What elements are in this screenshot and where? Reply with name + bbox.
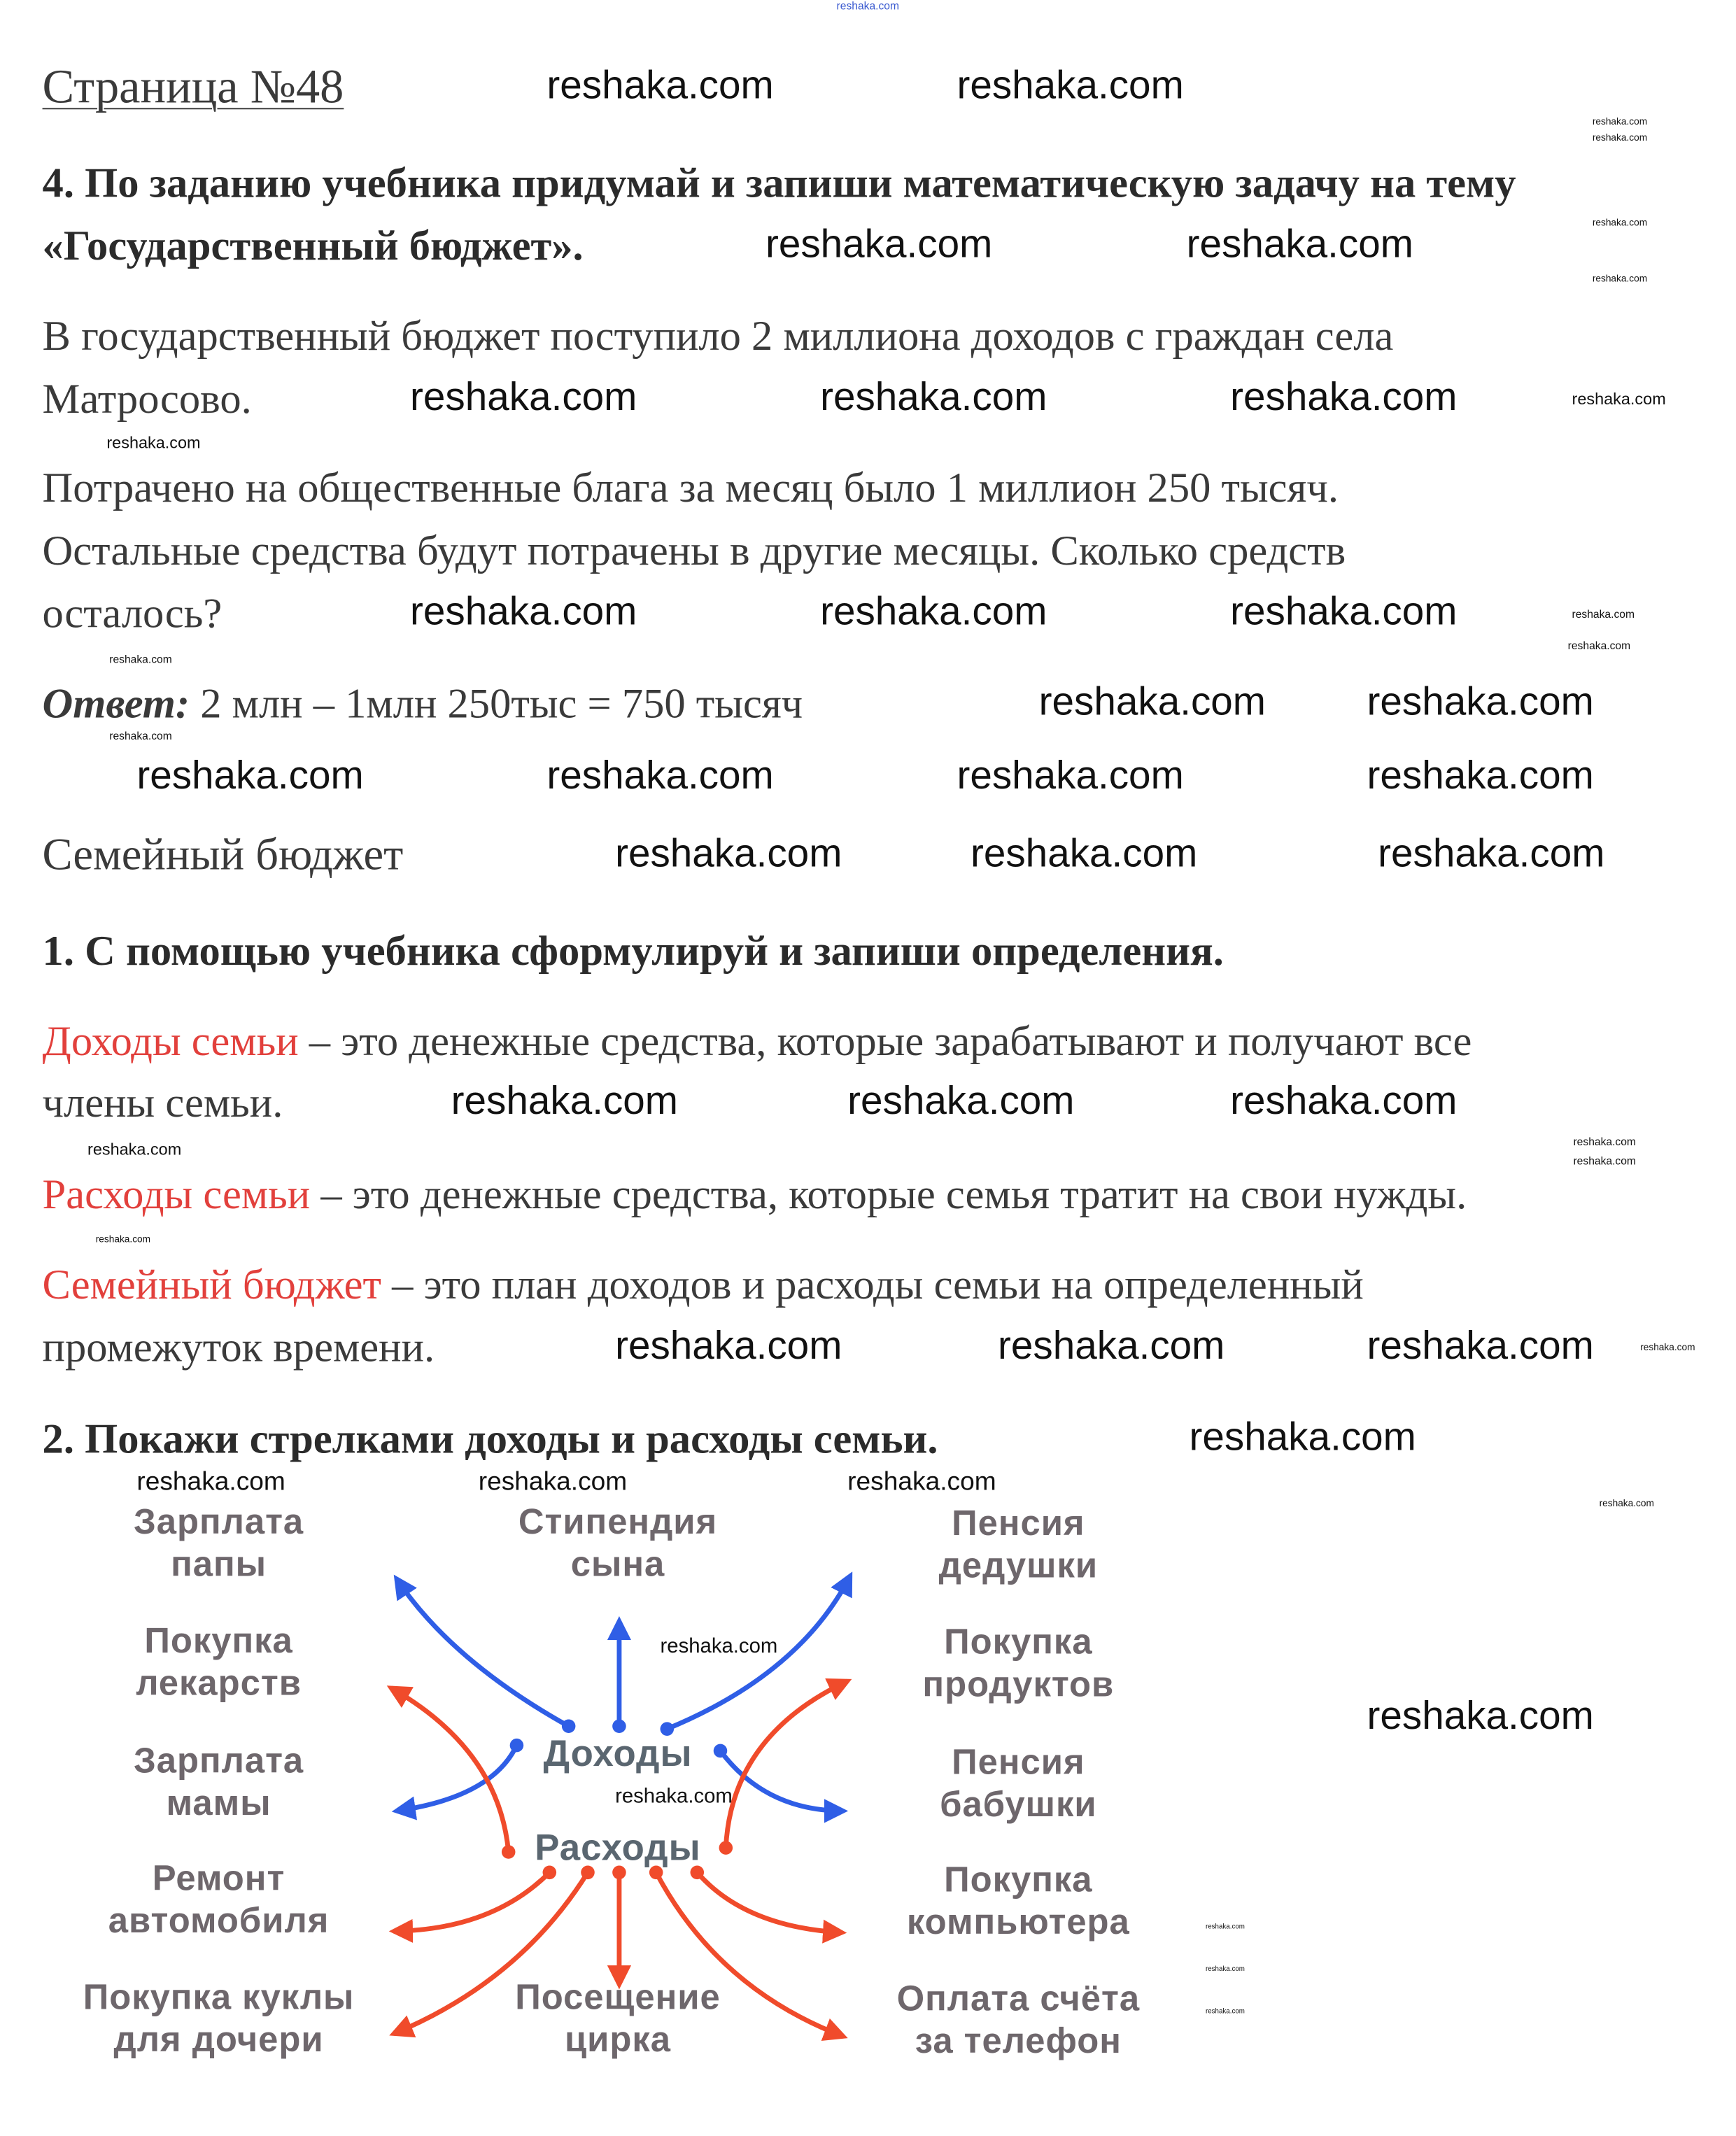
- section-title: Семейный бюджет: [42, 830, 404, 881]
- diagram-label: [922, 1621, 1114, 1706]
- watermark: reshaka.com: [957, 64, 1184, 108]
- watermark: reshaka.com: [1230, 590, 1458, 635]
- watermark: reshaka.com: [478, 1467, 628, 1497]
- diagram-label-line: дедушки: [938, 1544, 1099, 1586]
- diagram-label-line: продуктов: [922, 1663, 1115, 1705]
- term-budget: Семейный бюджет: [42, 1260, 382, 1308]
- watermark: reshaka.com: [1367, 1695, 1594, 1739]
- diagram-label-line: папы: [171, 1543, 267, 1585]
- diagram-label-line: Оплата счёта: [896, 1977, 1141, 2019]
- watermark: reshaka.com: [1599, 1499, 1654, 1509]
- income-center-label: Доходы: [543, 1733, 693, 1774]
- diagram-label-line: Пенсия: [952, 1741, 1085, 1783]
- watermark: reshaka.com: [1367, 1324, 1594, 1368]
- watermark: reshaka.com: [957, 754, 1184, 798]
- watermark: reshaka.com: [109, 652, 172, 665]
- task4-text: В государственный бюджет поступило 2 миллиона доходов с граждан села: [42, 311, 1394, 360]
- watermark: reshaka.com: [765, 222, 993, 267]
- diagram-label: [134, 1501, 304, 1585]
- arrow-expense: [726, 1681, 847, 1848]
- definition-text: – это денежные средства, которые семья тратит на свои нужды.: [310, 1170, 1467, 1218]
- diagram-label-line: Стипендия: [518, 1500, 718, 1542]
- diagram-label: [907, 1859, 1130, 1944]
- watermark: reshaka.com: [136, 1467, 285, 1497]
- answer-text: 2 млн – 1млн 250тыс = 750 тысяч: [190, 679, 803, 728]
- watermark: reshaka.com: [1573, 1154, 1636, 1167]
- watermark: reshaka.com: [615, 1324, 842, 1368]
- task4-text: Остальные средства будут потрачены в другие месяцы. Сколько средств: [42, 526, 1346, 574]
- diagram-label-line: автомобиля: [108, 1900, 330, 1941]
- task2-heading: 2. Покажи стрелками доходы и расходы семьи.: [42, 1414, 938, 1463]
- diagram-label-line: лекарств: [136, 1662, 302, 1704]
- expense-center-label: Расходы: [535, 1827, 701, 1869]
- task4-heading-line1: 4. По заданию учебника придумай и запиши математическую задачу на тему: [42, 158, 1516, 206]
- arrow-expense: [394, 1872, 550, 1931]
- watermark: reshaka.com: [410, 376, 637, 420]
- watermark: reshaka.com: [1205, 2008, 1245, 2016]
- diagram-label-line: Зарплата: [133, 1500, 304, 1542]
- watermark: reshaka.com: [546, 64, 774, 108]
- diagram-label-line: мамы: [166, 1782, 271, 1823]
- diagram-label-line: цирка: [564, 2018, 672, 2060]
- definition-text: – это план доходов и расходы семьи на определенный: [381, 1260, 1364, 1308]
- diagram-label: [939, 1502, 1098, 1587]
- diagram-label-line: Ремонт: [152, 1857, 285, 1899]
- diagram-label-line: для дочери: [113, 2018, 324, 2060]
- watermark: reshaka.com: [1592, 274, 1648, 285]
- watermark: reshaka.com: [820, 590, 1047, 635]
- watermark: reshaka.com: [1592, 134, 1648, 144]
- watermark: reshaka.com: [847, 1467, 996, 1497]
- watermark: reshaka.com: [1640, 1343, 1695, 1354]
- diagram-label-line: Пенсия: [952, 1501, 1085, 1543]
- watermark: reshaka.com: [87, 1140, 182, 1160]
- diagram-label: [134, 1740, 304, 1825]
- definition-text: – это денежные средства, которые зарабатывают и получают все: [298, 1017, 1472, 1065]
- diagram-label-line: сына: [570, 1543, 665, 1585]
- watermark: reshaka.com: [615, 832, 842, 877]
- term-income: Доходы семьи: [42, 1017, 299, 1065]
- watermark: reshaka.com: [106, 434, 201, 453]
- watermark: reshaka.com: [1230, 1080, 1458, 1124]
- watermark: reshaka.com: [998, 1324, 1225, 1368]
- diagram-label-line: Зарплата: [133, 1739, 304, 1781]
- diagram-label-line: бабушки: [940, 1783, 1097, 1825]
- arrow-income: [397, 1578, 569, 1726]
- diagram-label: [940, 1741, 1096, 1826]
- arrow-expense: [391, 1688, 509, 1852]
- diagram-label-line: Покупка: [944, 1858, 1093, 1900]
- diagram-label-line: Покупка: [144, 1619, 293, 1661]
- watermark: reshaka.com: [136, 754, 364, 798]
- diagram-label: [136, 1620, 302, 1704]
- watermark: reshaka.com: [546, 754, 774, 798]
- diagram-label: [83, 1976, 355, 2061]
- diagram-label-line: Покупка: [944, 1620, 1093, 1662]
- watermark: reshaka.com: [1038, 680, 1266, 725]
- watermark: reshaka.com: [95, 1236, 151, 1245]
- watermark: reshaka.com: [615, 1784, 733, 1808]
- watermark: reshaka.com: [1205, 1923, 1245, 1932]
- task4-text: осталось?: [42, 588, 223, 637]
- watermark: reshaka.com: [451, 1080, 678, 1124]
- watermark: reshaka.com: [1572, 607, 1635, 621]
- page-title: Страница №48: [42, 59, 344, 114]
- diagram-label-line: за телефон: [915, 2020, 1122, 2061]
- diagram-label-line: компьютера: [906, 1901, 1130, 1942]
- watermark: reshaka.com: [1230, 376, 1458, 420]
- diagram-label: [515, 1976, 720, 2061]
- task4-text: Матросово.: [42, 374, 252, 423]
- watermark: reshaka.com: [660, 1634, 778, 1658]
- diagram-label: [897, 1978, 1140, 2063]
- watermark: reshaka.com: [836, 0, 900, 12]
- diagram-label: [108, 1858, 330, 1942]
- watermark: reshaka.com: [1367, 680, 1594, 725]
- definition-text: члены семьи.: [42, 1078, 283, 1126]
- term-expense: Расходы семьи: [42, 1170, 311, 1218]
- watermark: reshaka.com: [1592, 218, 1648, 229]
- diagram-label: [518, 1501, 717, 1585]
- watermark: reshaka.com: [109, 729, 172, 742]
- definition-text: промежуток времени.: [42, 1322, 435, 1371]
- watermark: reshaka.com: [1205, 1965, 1245, 1974]
- answer-label: Ответ:: [42, 679, 190, 728]
- watermark: reshaka.com: [847, 1080, 1075, 1124]
- diagram-label-line: Посещение: [515, 1976, 721, 2018]
- watermark: reshaka.com: [1567, 639, 1631, 652]
- task4-heading-line2: «Государственный бюджет».: [42, 221, 584, 269]
- watermark: reshaka.com: [1572, 390, 1666, 409]
- watermark: reshaka.com: [410, 590, 637, 635]
- watermark: reshaka.com: [1189, 1415, 1416, 1460]
- watermark: reshaka.com: [1592, 118, 1648, 127]
- watermark: reshaka.com: [1367, 754, 1594, 798]
- task4-text: Потрачено на общественные блага за месяц было 1 миллион 250 тысяч.: [42, 463, 1339, 511]
- watermark: reshaka.com: [1186, 222, 1413, 267]
- arrow-expense: [697, 1872, 842, 1932]
- task1-heading: 1. С помощью учебника сформулируй и запиши определения.: [42, 926, 1224, 975]
- diagram-label-line: Покупка куклы: [83, 1976, 355, 2018]
- watermark: reshaka.com: [1573, 1135, 1636, 1148]
- watermark: reshaka.com: [970, 832, 1198, 877]
- watermark: reshaka.com: [820, 376, 1047, 420]
- watermark: reshaka.com: [1378, 832, 1605, 877]
